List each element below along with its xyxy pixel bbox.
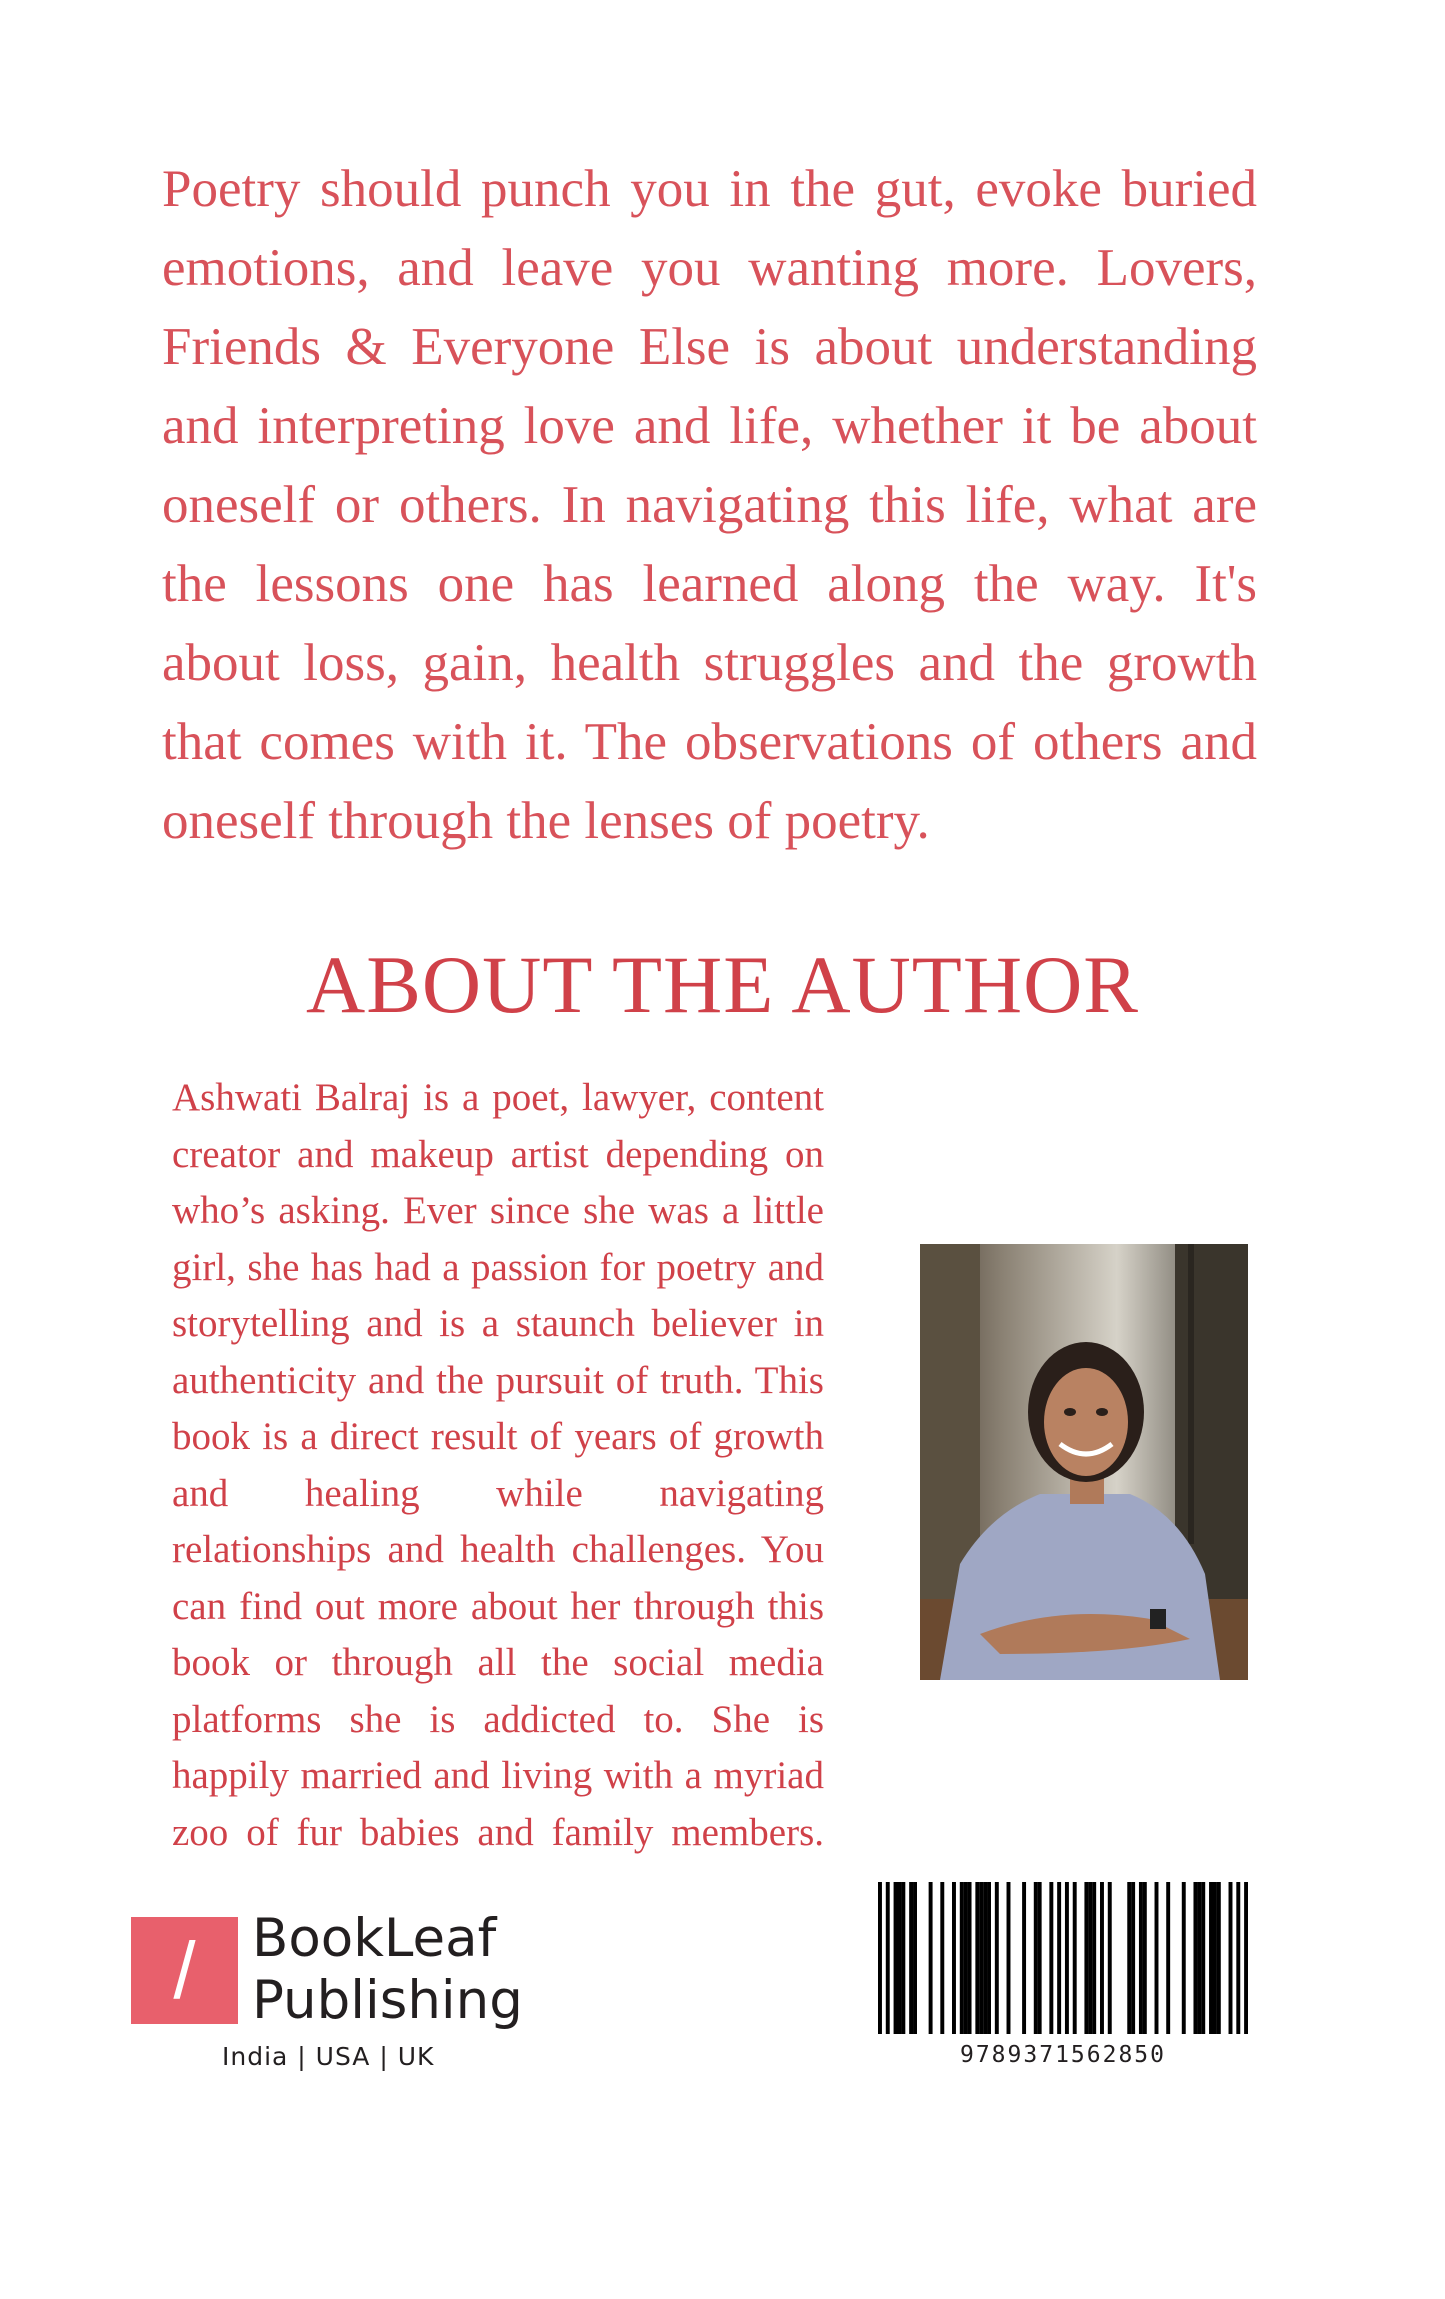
barcode-bar [1193, 1882, 1197, 2034]
barcode-bar [968, 1882, 972, 2034]
isbn-number: 9789371562850 [959, 2042, 1166, 2068]
barcode-bar [1092, 1882, 1096, 2034]
author-bio: Ashwati Balraj is a poet, lawyer, content creator and makeup artist depending on who’s asking. Ever since she was a little girl, she has had a passion for poetry and storytelling and is a staunch believer in authenticity and the pursuit of truth. This book is a direct result of years of growth and healing while navigating relationships and health challenges. You can find out more about her through this book or through all the social media platforms she is addicted to. She is happily married and living with a myriad zoo of fur babies and family members. [172, 1076, 824, 1854]
barcode-bar [897, 1882, 901, 2034]
barcode-bar [929, 1882, 933, 2034]
barcode-bar [1217, 1882, 1221, 2034]
barcode-bar [964, 1882, 968, 2034]
publisher-name-line1: BookLeaf [252, 1908, 497, 1969]
barcode-bar [960, 1882, 964, 2034]
barcode-bar [1088, 1882, 1092, 2034]
publisher-name-line2: Publishing [252, 1970, 523, 2031]
barcode-bar [1034, 1882, 1038, 2034]
barcode-bar [886, 1882, 890, 2034]
barcode-bar [1100, 1882, 1104, 2034]
barcode-bar [1209, 1882, 1213, 2034]
bookleaf-logo-icon: / [131, 1917, 238, 2024]
publisher-name [252, 1908, 523, 2032]
barcode-bar [1213, 1882, 1217, 2034]
barcode-bar [1229, 1882, 1233, 2034]
barcode-bar [975, 1882, 979, 2034]
barcode-bar [1084, 1882, 1088, 2034]
barcode-bar [940, 1882, 944, 2034]
barcode-bar [901, 1882, 905, 2034]
barcode-bar [1022, 1882, 1026, 2034]
author-photo [920, 1244, 1248, 1680]
barcode-bar [995, 1882, 999, 2034]
barcode-bar [983, 1882, 987, 2034]
barcode-bar [1127, 1882, 1131, 2034]
barcode-bar [1201, 1882, 1205, 2034]
barcode-bar [894, 1882, 898, 2034]
back-cover-blurb: Poetry should punch you in the gut, evoke buried emotions, and leave you wanting more. Lovers, Friends & Everyone Else is about understanding and interpreting love and life, whether it be about oneself or others. In navigating this life, what are the lessons one has learned along the way. It's about loss, gain, health struggles and the growth that comes with it. The observations of others and oneself through the lenses of poetry. [162, 160, 1257, 850]
barcode-bar [1143, 1882, 1147, 2034]
barcode-bar [1131, 1882, 1135, 2034]
barcode-bar [1038, 1882, 1042, 2034]
barcode-bar [1236, 1882, 1240, 2034]
barcode-bar [909, 1882, 913, 2034]
barcode-bar [1073, 1882, 1077, 2034]
barcode-bar [979, 1882, 983, 2034]
isbn-barcode [878, 1882, 1248, 2034]
barcode-bar [987, 1882, 991, 2034]
about-author-heading: ABOUT THE AUTHOR [306, 939, 1139, 1030]
barcode-bar [913, 1882, 917, 2034]
barcode-bar [952, 1882, 956, 2034]
barcode-bar [1065, 1882, 1069, 2034]
barcode-bar [1182, 1882, 1186, 2034]
barcode-bar [1057, 1882, 1061, 2034]
barcode-bar [1244, 1882, 1248, 2034]
barcode-bar [878, 1882, 882, 2034]
barcode-bar [1197, 1882, 1201, 2034]
barcode-bar [1049, 1882, 1053, 2034]
barcode-bar [1166, 1882, 1170, 2034]
barcode-bar [1155, 1882, 1159, 2034]
barcode-bar [1108, 1882, 1112, 2034]
barcode-bar [1139, 1882, 1143, 2034]
publisher-regions: India | USA | UK [222, 2042, 435, 2071]
barcode-bar [1007, 1882, 1011, 2034]
